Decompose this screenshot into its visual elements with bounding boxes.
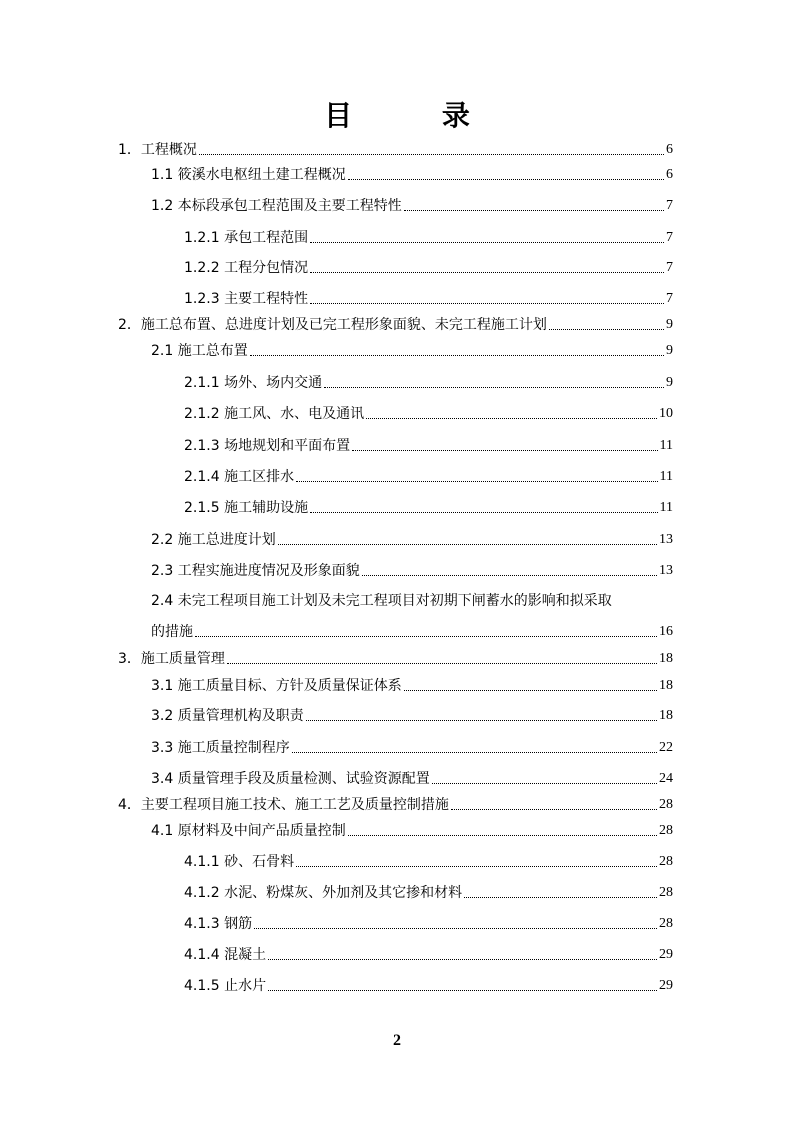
- toc-entry-page: 18: [659, 708, 673, 723]
- toc-entry-label: 4.1.1 砂、石骨料: [184, 854, 295, 870]
- dot-leader: [464, 896, 657, 898]
- toc-entry[interactable]: [151, 770, 673, 788]
- toc-entry-label: 3.4 质量管理手段及质量检测、试验资源配置: [151, 771, 430, 787]
- dot-leader: [362, 574, 657, 576]
- toc-entry-page: 6: [666, 142, 673, 157]
- page-title: 目 录: [324, 99, 510, 132]
- dot-leader: [366, 417, 657, 419]
- toc-entry[interactable]: [118, 650, 673, 668]
- toc-entry-label: 4.1.4 混凝土: [184, 947, 267, 963]
- toc-entry[interactable]: [184, 405, 673, 423]
- toc-entry-label: 3.1 施工质量目标、方针及质量保证体系: [151, 678, 402, 694]
- toc-entry[interactable]: [151, 562, 673, 580]
- toc-entry-label: 4.1.2 水泥、粉煤灰、外加剂及其它掺和材料: [184, 885, 463, 901]
- dot-leader: [324, 386, 664, 388]
- toc-entry-page: 28: [659, 797, 673, 812]
- toc-entry[interactable]: [184, 437, 673, 455]
- dot-leader: [432, 782, 657, 784]
- toc-entry-label: 2.1.2 施工风、水、电及通讯: [184, 406, 365, 422]
- toc-entry[interactable]: [151, 197, 673, 215]
- toc-entry-page: 29: [659, 947, 673, 962]
- toc-entry-page: 22: [659, 740, 673, 755]
- toc-entry-label: 4.1.5 止水片: [184, 978, 267, 994]
- dot-leader: [268, 989, 657, 991]
- dot-leader: [310, 302, 664, 304]
- toc-entry-label: 2.1.3 场地规划和平面布置: [184, 438, 351, 454]
- dot-leader: [268, 958, 657, 960]
- toc-entry[interactable]: [184, 229, 673, 247]
- toc-entry-page: 7: [666, 198, 673, 213]
- dot-leader: [348, 178, 664, 180]
- toc-entry-page: 24: [659, 771, 673, 786]
- toc-entry[interactable]: [118, 141, 673, 159]
- toc-entry-page: 11: [659, 438, 673, 453]
- toc-entry[interactable]: [118, 796, 673, 814]
- toc-entry-label: 1.2.3 主要工程特性: [184, 291, 309, 307]
- toc-entry[interactable]: [184, 290, 673, 308]
- toc-entry-label: 2.2 施工总进度计划: [151, 532, 276, 548]
- dot-leader: [306, 719, 657, 721]
- toc-entry-page: 11: [659, 469, 673, 484]
- toc-entry-page: 11: [659, 500, 673, 515]
- toc-entry-page: 28: [659, 854, 673, 869]
- toc-entry[interactable]: [151, 822, 673, 840]
- dot-leader: [310, 271, 664, 273]
- toc-entry-label: 2．施工总布置、总进度计划及已完工程形象面貌、未完工程施工计划: [118, 317, 547, 333]
- toc-entry-label: 4．主要工程项目施工技术、施工工艺及质量控制措施: [118, 797, 449, 813]
- toc-entry-page: 13: [659, 563, 673, 578]
- toc-entry[interactable]: [151, 739, 673, 757]
- toc-entry-page: 16: [659, 624, 673, 639]
- toc-entry-label: 1.1 筱溪水电枢纽土建工程概况: [151, 167, 346, 183]
- toc-entry-page: 18: [659, 678, 673, 693]
- toc-entry-label: 2.3 工程实施进度情况及形象面貌: [151, 563, 360, 579]
- toc-entry[interactable]: [184, 499, 673, 517]
- toc-entry-page: 7: [666, 291, 673, 306]
- dot-leader: [404, 689, 657, 691]
- toc-entry[interactable]: [184, 884, 673, 902]
- toc-entry[interactable]: [184, 468, 673, 486]
- toc-entry-label: 2.1.4 施工区排水: [184, 469, 295, 485]
- toc-entry-label: 2.1.1 场外、场内交通: [184, 375, 323, 391]
- toc-entry-label: 3．施工质量管理: [118, 651, 225, 667]
- toc-entry-label: 1.2 本标段承包工程范围及主要工程特性: [151, 198, 402, 214]
- toc-entry-page: 9: [666, 375, 673, 390]
- dot-leader: [549, 328, 664, 330]
- toc-entry-page: 9: [666, 317, 673, 332]
- toc-entry[interactable]: [184, 374, 673, 392]
- dot-leader: [310, 241, 664, 243]
- toc-entry[interactable]: [151, 342, 673, 360]
- dot-leader: [404, 209, 664, 211]
- toc-entry-page: 7: [666, 260, 673, 275]
- toc-entry-page: 6: [666, 167, 673, 182]
- page-number: 2: [393, 1032, 401, 1049]
- toc-entry[interactable]: [184, 977, 673, 995]
- dot-leader: [195, 635, 657, 637]
- toc-entry-label: 1．工程概况: [118, 142, 197, 158]
- toc-entry-label: 1.2.1 承包工程范围: [184, 230, 309, 246]
- dot-leader: [296, 480, 657, 482]
- toc-entry-page: 28: [659, 916, 673, 931]
- toc-entry-page: 18: [659, 651, 673, 666]
- toc-entry[interactable]: [118, 316, 673, 334]
- dot-leader: [227, 662, 657, 664]
- dot-leader: [254, 927, 657, 929]
- dot-leader: [250, 354, 664, 356]
- dot-leader: [199, 153, 664, 155]
- dot-leader: [278, 543, 657, 545]
- toc-entry[interactable]: [151, 166, 673, 184]
- toc-entry-label: 1.2.2 工程分包情况: [184, 260, 309, 276]
- toc-entry[interactable]: [184, 946, 673, 964]
- dot-leader: [352, 449, 657, 451]
- toc-entry[interactable]: [184, 915, 673, 933]
- toc-entry-page: 9: [666, 343, 673, 358]
- toc-entry[interactable]: [151, 623, 673, 641]
- toc-entry[interactable]: [151, 677, 673, 695]
- toc-entry[interactable]: [184, 259, 673, 277]
- toc-entry[interactable]: [184, 853, 673, 871]
- toc-entry-page: 7: [666, 230, 673, 245]
- toc-entry-page: 13: [659, 532, 673, 547]
- toc-entry-continued-label: 2.4 未完工程项目施工计划及未完工程项目对初期下闸蓄水的影响和拟采取: [151, 593, 612, 609]
- toc-entry-label: 3.2 质量管理机构及职责: [151, 708, 304, 724]
- toc-entry-label: 4.1.3 钢筋: [184, 916, 253, 932]
- dot-leader: [310, 511, 657, 513]
- toc-entry-page: 28: [659, 823, 673, 838]
- toc-entry-label: 2.1 施工总布置: [151, 343, 248, 359]
- toc-entry[interactable]: [151, 531, 673, 549]
- toc-entry-page: 28: [659, 885, 673, 900]
- dot-leader: [348, 834, 657, 836]
- toc-entry-label: 2.1.5 施工辅助设施: [184, 500, 309, 516]
- toc-entry-page: 29: [659, 978, 673, 993]
- toc-entry-label: 的措施: [151, 624, 193, 640]
- toc-entry[interactable]: [151, 707, 673, 725]
- dot-leader: [292, 751, 657, 753]
- dot-leader: [451, 808, 657, 810]
- toc-entry-label: 3.3 施工质量控制程序: [151, 740, 290, 756]
- toc-entry-label: 4.1 原材料及中间产品质量控制: [151, 823, 346, 839]
- dot-leader: [296, 865, 657, 867]
- toc-entry-page: 10: [659, 406, 673, 421]
